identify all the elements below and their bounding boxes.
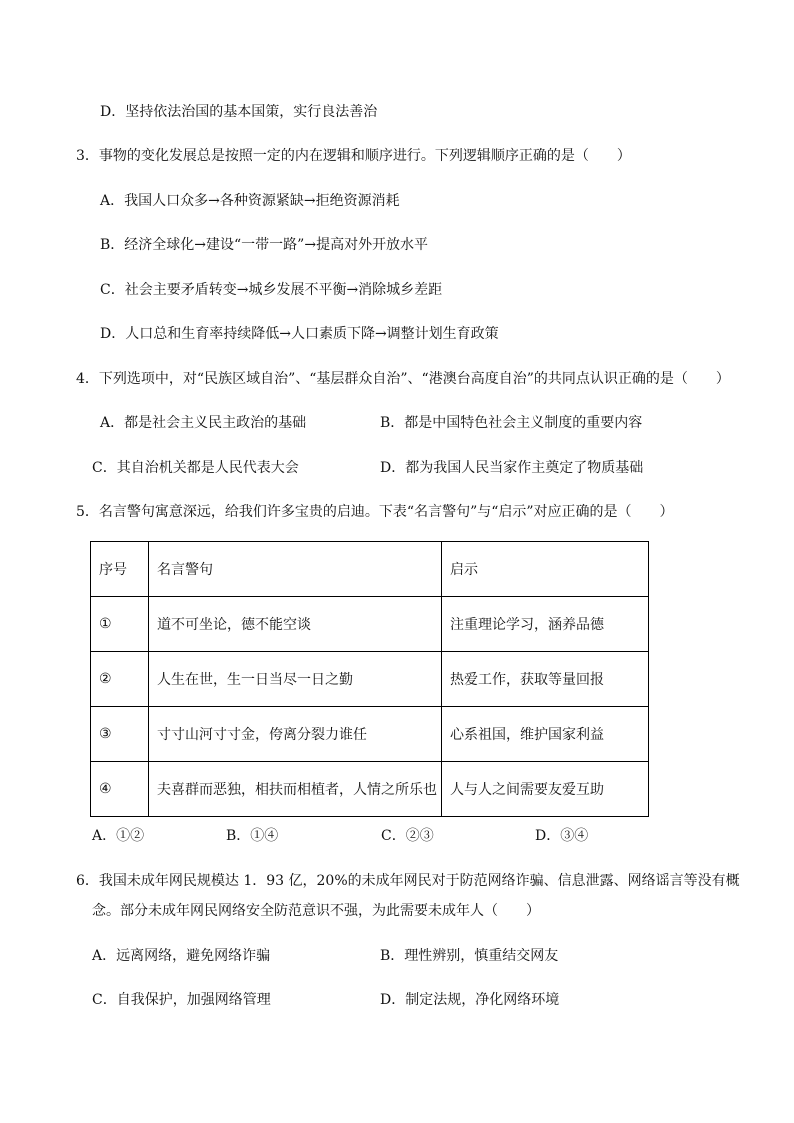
q2-option-d: D．坚持依法治国的基本国策，实行良法善治 <box>100 104 378 120</box>
q4-option-b: B．都是中国特色社会主义制度的重要内容 <box>380 415 643 431</box>
q6-stem-line1: 6．我国未成年网民规模达 1．93 亿，20%的未成年网民对于防范网络诈骗、信息泄露、网络谣言等没有概 <box>76 873 740 889</box>
q6-option-c: C．自我保护，加强网络管理 <box>92 992 271 1008</box>
row-quote: 人生在世，生一日当尽一日之勤 <box>149 652 442 707</box>
q6-option-b: B．理性辨别，慎重结交网友 <box>380 948 559 964</box>
q4-option-d: D．都为我国人民当家作主奠定了物质基础 <box>380 460 644 476</box>
header-index: 序号 <box>91 542 149 597</box>
quote-table <box>90 541 649 817</box>
table-row <box>91 762 649 817</box>
q6-option-a: A．远离网络，避免网络诈骗 <box>92 948 271 964</box>
table-row <box>91 707 649 762</box>
table-row <box>91 597 649 652</box>
q4-option-c: C．其自治机关都是人民代表大会 <box>92 460 299 476</box>
q5-option-d: D．③④ <box>535 828 589 844</box>
q5-stem: 5．名言警句寓意深远，给我们许多宝贵的启迪。下表“名言警句”与“启示”对应正确的是（ ） <box>76 504 674 520</box>
row-insight: 心系祖国，维护国家利益 <box>442 707 649 762</box>
row-index: ④ <box>91 762 149 817</box>
table-header-row <box>91 542 649 597</box>
row-quote: 道不可坐论，德不能空谈 <box>149 597 442 652</box>
q5-option-a: A．①② <box>92 828 145 844</box>
row-insight: 热爱工作，获取等量回报 <box>442 652 649 707</box>
q6-option-d: D．制定法规，净化网络环境 <box>380 992 560 1008</box>
row-insight: 人与人之间需要友爱互助 <box>442 762 649 817</box>
row-quote: 夫喜群而恶独，相扶而相植者，人情之所乐也 <box>149 762 442 817</box>
q5-option-b: B．①④ <box>226 828 279 844</box>
q3-option-b: B．经济全球化→建设“一带一路”→提高对外开放水平 <box>100 237 429 253</box>
row-index: ③ <box>91 707 149 762</box>
row-index: ② <box>91 652 149 707</box>
row-insight: 注重理论学习，涵养品德 <box>442 597 649 652</box>
q3-option-a: A．我国人口众多→各种资源紧缺→拒绝资源消耗 <box>100 193 400 209</box>
q4-stem: 4．下列选项中，对“民族区域自治”、“基层群众自治”、“港澳台高度自治”的共同点认识正确的是（ ） <box>76 371 730 387</box>
q3-stem: 3．事物的变化发展总是按照一定的内在逻辑和顺序进行。下列逻辑顺序正确的是（ ） <box>76 148 631 164</box>
q6-stem-line2: 念。部分未成年网民网络安全防范意识不强，为此需要未成年人（ ） <box>92 903 540 919</box>
q3-option-c: C．社会主要矛盾转变→城乡发展不平衡→消除城乡差距 <box>100 282 443 298</box>
q3-option-d: D．人口总和生育率持续降低→人口素质下降→调整计划生育政策 <box>100 326 499 342</box>
row-index: ① <box>91 597 149 652</box>
q5-option-c: C．②③ <box>381 828 434 844</box>
q4-option-a: A．都是社会主义民主政治的基础 <box>100 415 307 431</box>
row-quote: 寸寸山河寸寸金，侉离分裂力谁任 <box>149 707 442 762</box>
header-insight: 启示 <box>442 542 649 597</box>
header-quote: 名言警句 <box>149 542 442 597</box>
table-row <box>91 652 649 707</box>
